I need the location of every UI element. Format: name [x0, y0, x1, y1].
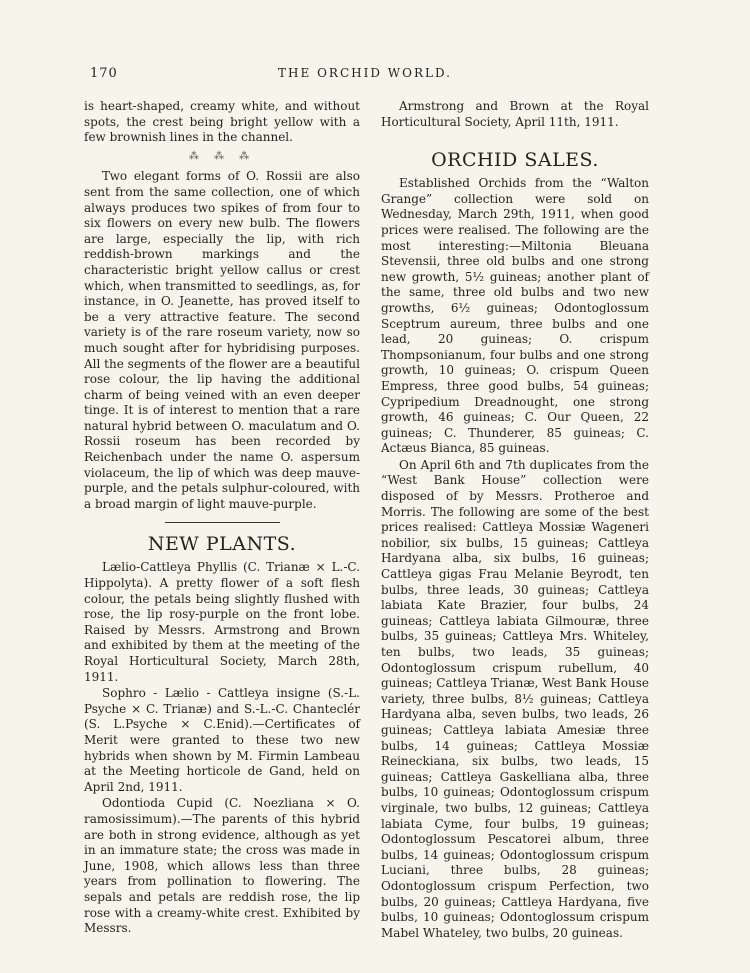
section-divider [165, 522, 280, 523]
continuation-paragraph: Armstrong and Brown at the Royal Horticultural Society, April 11th, 1911. [381, 99, 649, 129]
walton-grange-paragraph: Established Orchids from the “Walton Grange” collection were sold on Wednesday, March 29th, 1911, when good prices were realised. The following are the most interesting:—Miltonia Bleuana Stevensii, three old bulbs and one strong new growth, 5½ guineas; another plant of the same, three old bulbs and two new growths, 6½ guineas; Odontoglossum Sceptrum aureum, three bulbs and one lead, 20 guineas; O. crispum Thompsonianum, four bulbs and one strong growth, 10 guineas; O. crispum Queen Empress, three good bulbs, 54 guineas; Cypripedium Dreadnought, one strong growth, 46 guineas; C. Our Queen, 22 guineas; C. Thunderer, 85 guineas; C. Actæus Bianca, 85 guineas. [381, 176, 649, 456]
page-header [90, 66, 640, 86]
odontioda-paragraph: Odontioda Cupid (C. Noezliana × O. ramosissimum).—The parents of this hybrid are both in strong evidence, although as yet in an immature state; the cross was made in June, 1908, which allows less than three years from pollination to flowering. The sepals and petals are reddish rose, the lip rose with a creamy-white crest. Exhibited by Messrs. [84, 796, 360, 936]
orchid-sales-heading: ORCHID SALES. [431, 149, 599, 172]
laelio-cattleya-paragraph: Lælio-Cattleya Phyllis (C. Trianæ × L.-C. Hippolyta). A pretty flower of a soft flesh colour, the petals being slightly flushed with rose, the lip rosy-purple on the front lobe. Raised by Messrs. Armstrong and Brown and exhibited by them at the meeting of the Royal Horticultural Society, March 28th, 1911. [84, 560, 360, 684]
rossii-paragraph: Two elegant forms of O. Rossii are also sent from the same collection, one of which always produces two spikes of from four to six flowers on every new bulb. The flowers are large, especially the lip, with rich reddish-brown markings and the characteristic bright yellow callus or crest which, when transmitted to seedlings, as, for instance, in O. Jeanette, has proved itself to be a very attractive feature. The second variety is of the rare roseum variety, now so much sought after for hybridising purposes. All the segments of the flower are a beautiful rose colour, the lip having the additional charm of being veined with an even deeper tinge. It is of interest to mention that a rare natural hybrid between O. maculatum and O. Rossii roseum has been recorded by Reichenbach under the name O. aspersum violaceum, the lip of which was deep mauve-purple, and the petals sulphur-coloured, with a broad margin of light mauve-purple. [84, 169, 361, 511]
section-ornament: ⁂ ⁂ ⁂ [188, 150, 256, 162]
right-column [381, 99, 649, 941]
page-number: 170 [90, 66, 118, 81]
west-bank-paragraph: On April 6th and 7th duplicates from the “West Bank House” collection were disposed of by Messrs. Protheroe and Morris. The following are some of the best prices realised: Cattleya Mossiæ Wageneri nobilior, six bulbs, 15 guineas; Cattleya Hardyana alba, six bulbs, 16 guineas; Cattleya gigas Frau Melanie Beyrodt, ten bulbs, three leads, 30 guineas; Cattleya labiata Kate Brazier, four bulbs, 24 guineas; Cattleya labiata Gilmouræ, three bulbs, 35 guineas; Cattleya Mrs. Whiteley, ten bulbs, two leads, 35 guineas; Odontoglossum crispum rubellum, 40 guineas; Cattleya Trianæ, West Bank House variety, three bulbs, 8½ guineas; Cattleya Hardyana alba, seven bulbs, two leads, 26 guineas; Cattleya labiata Amesiæ three bulbs, 14 guineas; Cattleya Mossiæ Reineckiana, six bulbs, two leads, 15 guineas; Cattleya Gaskelliana alba, three bulbs, 10 guineas; Odontoglossum crispum virginale, two bulbs, 12 guineas; Cattleya labiata Cyme, four bulbs, 19 guineas; Odontoglossum Pescatorei album, three bulbs, 14 guineas; Odontoglossum crispum Luciani, three bulbs, 28 guineas; Odontoglossum crispum Perfection, two bulbs, 20 guineas; Cattleya Hardyana, five bulbs, 10 guineas; Odontoglossum crispum Mabel Whateley, two bulbs, 20 guineas. [381, 457, 650, 940]
running-title: THE ORCHID WORLD. [278, 66, 452, 80]
new-plants-heading: NEW PLANTS. [147, 533, 297, 556]
intro-paragraph: is heart-shaped, creamy white, and without spots, the crest being bright yellow with a few brownish lines in the channel. [84, 99, 360, 145]
left-column [84, 99, 360, 937]
sophro-laelio-paragraph: Sophro - Lælio - Cattleya insigne (S.-L. Psyche × C. Trianæ) and S.-L.-C. Chanteclér (S. L.Psyche × C.Enid).—Certificates of Merit were granted to these two new hybrids when shown by M. Firmin Lambeau at the Meeting horticole de Gand, held on April 2nd, 1911. [84, 686, 360, 794]
